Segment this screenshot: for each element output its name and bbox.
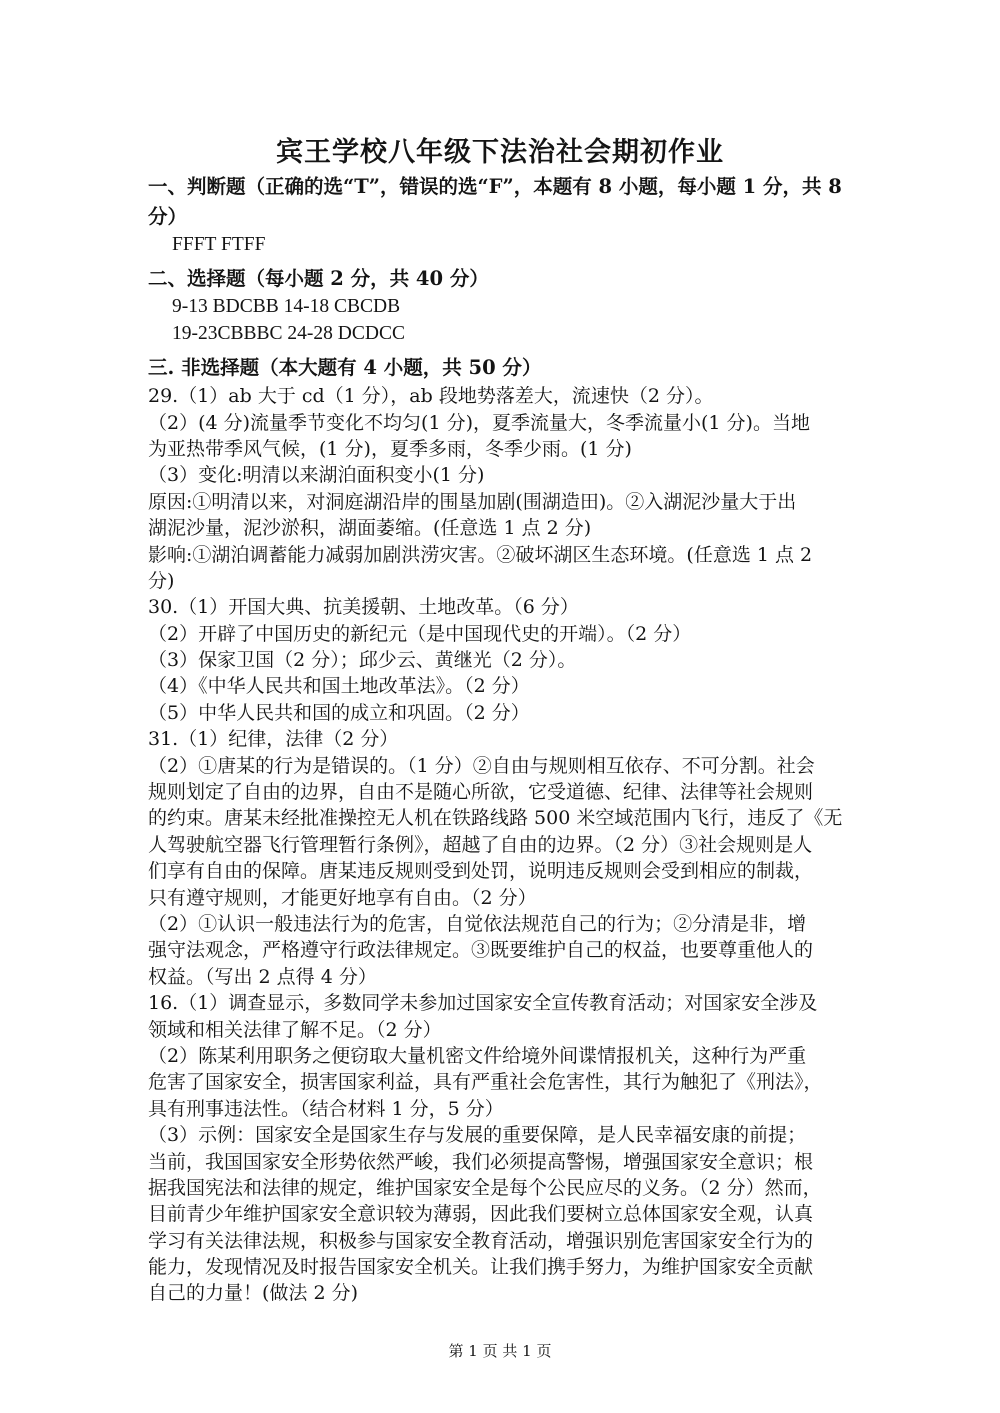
answer-line: （3）变化:明清以来湖泊面积变小(1 分) [148,464,485,487]
document-title: 宾王学校八年级下法治社会期初作业 [276,137,724,168]
answer-line: （2）开辟了中国历史的新纪元（是中国现代史的开端）。（2 分） [148,622,692,645]
section3-heading: 三. 非选择题（本大题有 4 小题，共 50 分） [148,356,542,380]
answer-line: 29.（1）ab 大于 cd（1 分），ab 段地势落差大，流速快（2 分）。 [148,385,714,408]
section2-heading: 二、选择题（每小题 2 分，共 40 分） [148,267,489,291]
answer-line: 目前青少年维护国家安全意识较为薄弱，因此我们要树立总体国家安全观，认真 [148,1203,814,1226]
answer-line: 30.（1）开国大典、抗美援朝、土地改革。（6 分） [148,596,579,619]
answer-line: 规则划定了自由的边界，自由不是随心所欲，它受道德、纪律、法律等社会规则 [148,781,814,804]
answer-line: 自己的力量！(做法 2 分) [148,1282,358,1305]
answer-line: 原因:①明清以来，对洞庭湖沿岸的围垦加剧(围湖造田)。②入湖泥沙量大于出 [148,490,797,513]
answer-line: 人驾驶航空器飞行管理暂行条例》，超越了自由的边界。（2 分）③社会规则是人 [148,833,813,856]
answer-line: 据我国宪法和法律的规定，维护国家安全是每个公民应尽的义务。（2 分）然而， [148,1176,822,1199]
section1-answers: FFFT FTFF [172,234,266,255]
answer-line: （2）陈某利用职务之便窃取大量机密文件给境外间谍情报机关，这种行为严重 [148,1044,807,1067]
answer-line: 们享有自由的保障。唐某违反规则受到处罚，说明违反规则会受到相应的制裁， [148,860,814,883]
answer-line: （3）保家卫国（2 分）；邱少云、黄继光（2 分）。 [148,649,577,672]
answer-line: 危害了国家安全，损害国家利益，具有严重社会危害性，其行为触犯了《刑法》， [148,1071,823,1094]
page-footer: 第 1 页 共 1 页 [448,1342,552,1360]
answer-line: 31.（1）纪律，法律（2 分） [148,728,399,751]
document-body [148,172,860,1307]
answer-line: 领域和相关法律了解不足。（2 分） [148,1018,442,1041]
answer-line: （2）①唐某的行为是错误的。（1 分）②自由与规则相互依存、不可分割。社会 [148,754,815,777]
section1-heading: 一、判断题（正确的选“T”，错误的选“F”，本题有 8 小题，每小题 1 分，共 8 [148,175,842,198]
answer-line: 为亚热带季风气候，(1 分)，夏季多雨，冬季少雨。(1 分) [148,437,632,460]
answer-line: 强守法观念，严格遵守行政法律规定。③既要维护自己的权益，也要尊重他人的 [148,939,814,962]
section1-heading-continued: 分） [148,205,188,228]
answer-line: （5）中华人民共和国的成立和巩固。（2 分） [148,701,530,724]
section2-answers-row: 19-23CBBBC 24-28 DCDCC [172,322,405,344]
answer-line: 学习有关法律法规，积极参与国家安全教育活动，增强识别危害国家安全行为的 [148,1229,814,1252]
answer-line: 只有遵守规则，才能更好地享有自由。（2 分） [148,886,537,909]
answer-line: （3）示例：国家安全是国家生存与发展的重要保障，是人民幸福安康的前提； [148,1124,807,1147]
answer-line: 分) [148,569,175,592]
answer-line: 能力，发现情况及时报告国家安全机关。让我们携手努力，为维护国家安全贡献 [148,1256,814,1279]
answer-line: 的约束。唐某未经批准操控无人机在铁路线路 500 米空域范围内飞行，违反了《无 [148,807,843,830]
answer-line: 16.（1）调查显示，多数同学未参加过国家安全宣传教育活动；对国家安全涉及 [148,992,818,1015]
answer-line: 当前，我国国家安全形势依然严峻，我们必须提高警惕，增强国家安全意识；根 [148,1150,814,1173]
answer-line: （2）(4 分)流量季节变化不均匀(1 分)，夏季流量大，冬季流量小(1 分)。当地 [148,411,810,434]
answer-line: （2）①认识一般违法行为的危害，自觉依法规范自己的行为；②分清是非，增 [148,912,807,935]
answer-line: 影响:①湖泊调蓄能力减弱加剧洪涝灾害。②破坏湖区生态环境。(任意选 1 点 2 [148,543,813,566]
answer-line: （4）《中华人民共和国土地改革法》。（2 分） [148,675,530,698]
section3-answers [148,383,860,1307]
section2-answers-row: 9-13 BDCBB 14-18 CBCDB [172,296,401,318]
answer-line: 湖泥沙量，泥沙淤积，湖面萎缩。(任意选 1 点 2 分) [148,517,592,540]
answer-line: 权益。（写出 2 点得 4 分） [148,965,377,988]
answer-line: 具有刑事违法性。（结合材料 1 分，5 分） [148,1097,504,1120]
